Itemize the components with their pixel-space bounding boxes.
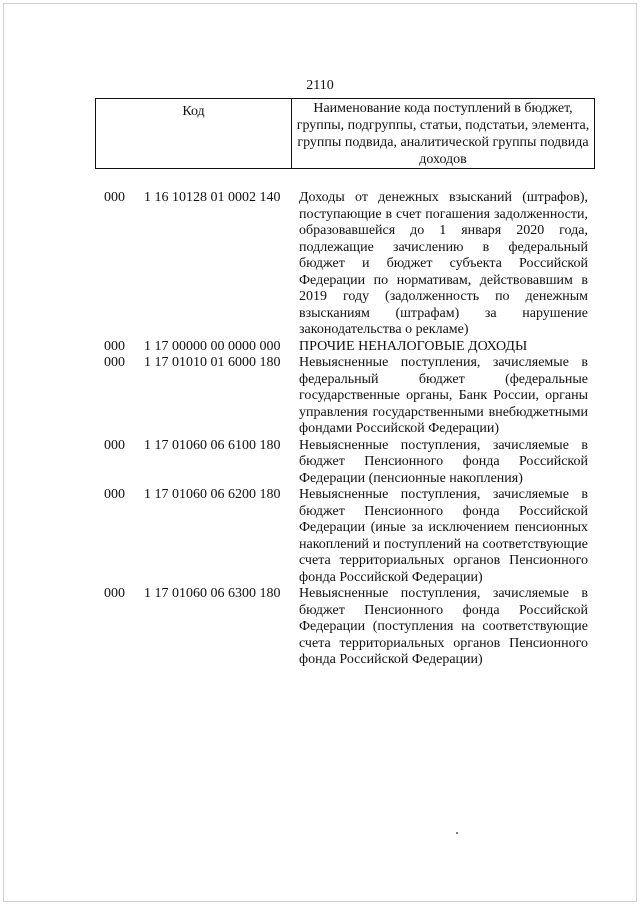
page-number: 2110 bbox=[306, 78, 334, 93]
income-name: ПРОЧИЕ НЕНАЛОГОВЫЕ ДОХОДЫ bbox=[299, 338, 528, 354]
list-item bbox=[104, 355, 588, 438]
income-name: Невыясненные поступления, зачисляемые в бюджет Пенсионного фонда Российской Федерации (пенсионные накопления) bbox=[299, 437, 588, 486]
admin-code: 000 bbox=[104, 355, 125, 370]
list-item bbox=[104, 190, 588, 339]
list-item bbox=[104, 339, 588, 356]
admin-code: 000 bbox=[104, 190, 125, 205]
code-list bbox=[104, 190, 588, 669]
scan-speck bbox=[456, 832, 458, 834]
income-name: Невыясненные поступления, зачисляемые в бюджет Пенсионного фонда Российской Федерации (иные за исключением пенсионных накоплений и поступлений на соответствующие счета территориальных органов Пенсионного фонда Российской Федерации) bbox=[299, 487, 588, 585]
income-code: 1 17 01060 06 6200 180 bbox=[144, 487, 281, 502]
income-name: Невыясненные поступления, зачисляемые в бюджет Пенсионного фонда Российской Федерации (поступления на соответствующие счета территориальных органов Пенсионного фонда Российской Федерации) bbox=[299, 586, 588, 667]
income-code: 1 17 00000 00 0000 000 bbox=[144, 338, 281, 354]
list-item bbox=[104, 586, 588, 669]
admin-code: 000 bbox=[104, 586, 125, 601]
income-code: 1 17 01060 06 6300 180 bbox=[144, 586, 281, 601]
admin-code: 000 bbox=[104, 338, 125, 354]
income-name: Невыясненные поступления, зачисляемые в федеральный бюджет (федеральные государственные органы, Банк России, органы управления государственными внебюджетными фондами Российской Федерации) bbox=[299, 355, 588, 436]
income-name: Доходы от денежных взысканий (штрафов), поступающие в счет погашения задолженности, образовавшейся до 1 января 2020 года, подлежащие зачислению в федеральный бюджет и бюджет субъекта Российской Федерации по нормативам, действовавшим в 2019 году (задолженность по денежным взысканиям (штрафам) за нарушение законодательства о рекламе) bbox=[299, 190, 588, 337]
income-code: 1 17 01060 06 6100 180 bbox=[144, 437, 281, 453]
income-code: 1 17 01010 01 6000 180 bbox=[144, 355, 281, 370]
list-item bbox=[104, 438, 588, 488]
admin-code: 000 bbox=[104, 487, 125, 502]
admin-code: 000 bbox=[104, 437, 125, 453]
header-code-cell: Код bbox=[96, 99, 292, 169]
header-table bbox=[95, 98, 595, 169]
income-code: 1 16 10128 01 0002 140 bbox=[144, 190, 281, 205]
list-item bbox=[104, 487, 588, 586]
header-name-cell: Наименование кода поступлений в бюджет, группы, подгруппы, статьи, подстатьи, элемента, группы подвида, аналитической группы подвида доходов bbox=[292, 99, 595, 169]
